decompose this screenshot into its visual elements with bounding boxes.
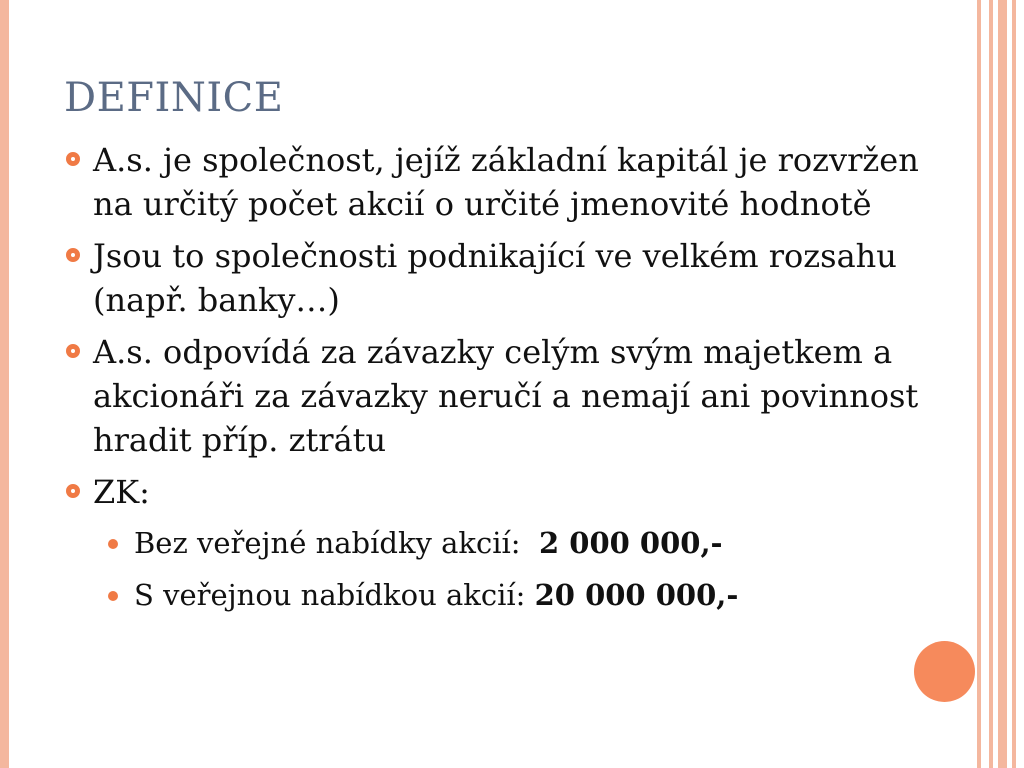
dot-bullet-icon	[108, 591, 118, 601]
right-border-stripes	[977, 0, 1024, 768]
bullet-item	[64, 330, 924, 462]
bullet-item	[64, 138, 924, 226]
border-stripe	[977, 0, 981, 768]
border-stripe	[1012, 0, 1016, 768]
sub-bullet-label: Bez veřejné nabídky akcií:	[134, 526, 539, 560]
border-stripe	[998, 0, 1007, 768]
bullet-text: ZK:	[93, 473, 150, 511]
bullet-text: Jsou to společnosti podnikající ve velkém rozsahu (např. banky…)	[93, 237, 897, 319]
sub-bullet-item	[64, 574, 924, 616]
ring-bullet-icon	[66, 248, 80, 262]
slide-title: DEFINICE	[64, 75, 284, 121]
bullet-item	[64, 234, 924, 322]
sub-bullet-value: 2 000 000,-	[539, 526, 723, 560]
left-border-stripe	[0, 0, 9, 768]
bullet-text: A.s. odpovídá za závazky celým svým majetkem a akcionáři za závazky neručí a nemají ani povinnost hradit příp. ztrátu	[93, 333, 919, 459]
dot-bullet-icon	[108, 539, 118, 549]
sub-bullet-label: S veřejnou nabídkou akcií:	[134, 578, 535, 612]
sub-bullet-value: 20 000 000,-	[534, 578, 739, 612]
slide-content	[64, 138, 924, 626]
ring-bullet-icon	[66, 152, 80, 166]
sub-bullet-item	[64, 522, 924, 564]
bullet-text: A.s. je společnost, jejíž základní kapitál je rozvržen na určitý počet akcií o určité jmenovité hodnotě	[93, 141, 919, 223]
ring-bullet-icon	[66, 484, 80, 498]
orange-circle-icon	[914, 641, 975, 702]
bullet-item	[64, 470, 924, 514]
ring-bullet-icon	[66, 344, 80, 358]
border-stripe	[989, 0, 993, 768]
